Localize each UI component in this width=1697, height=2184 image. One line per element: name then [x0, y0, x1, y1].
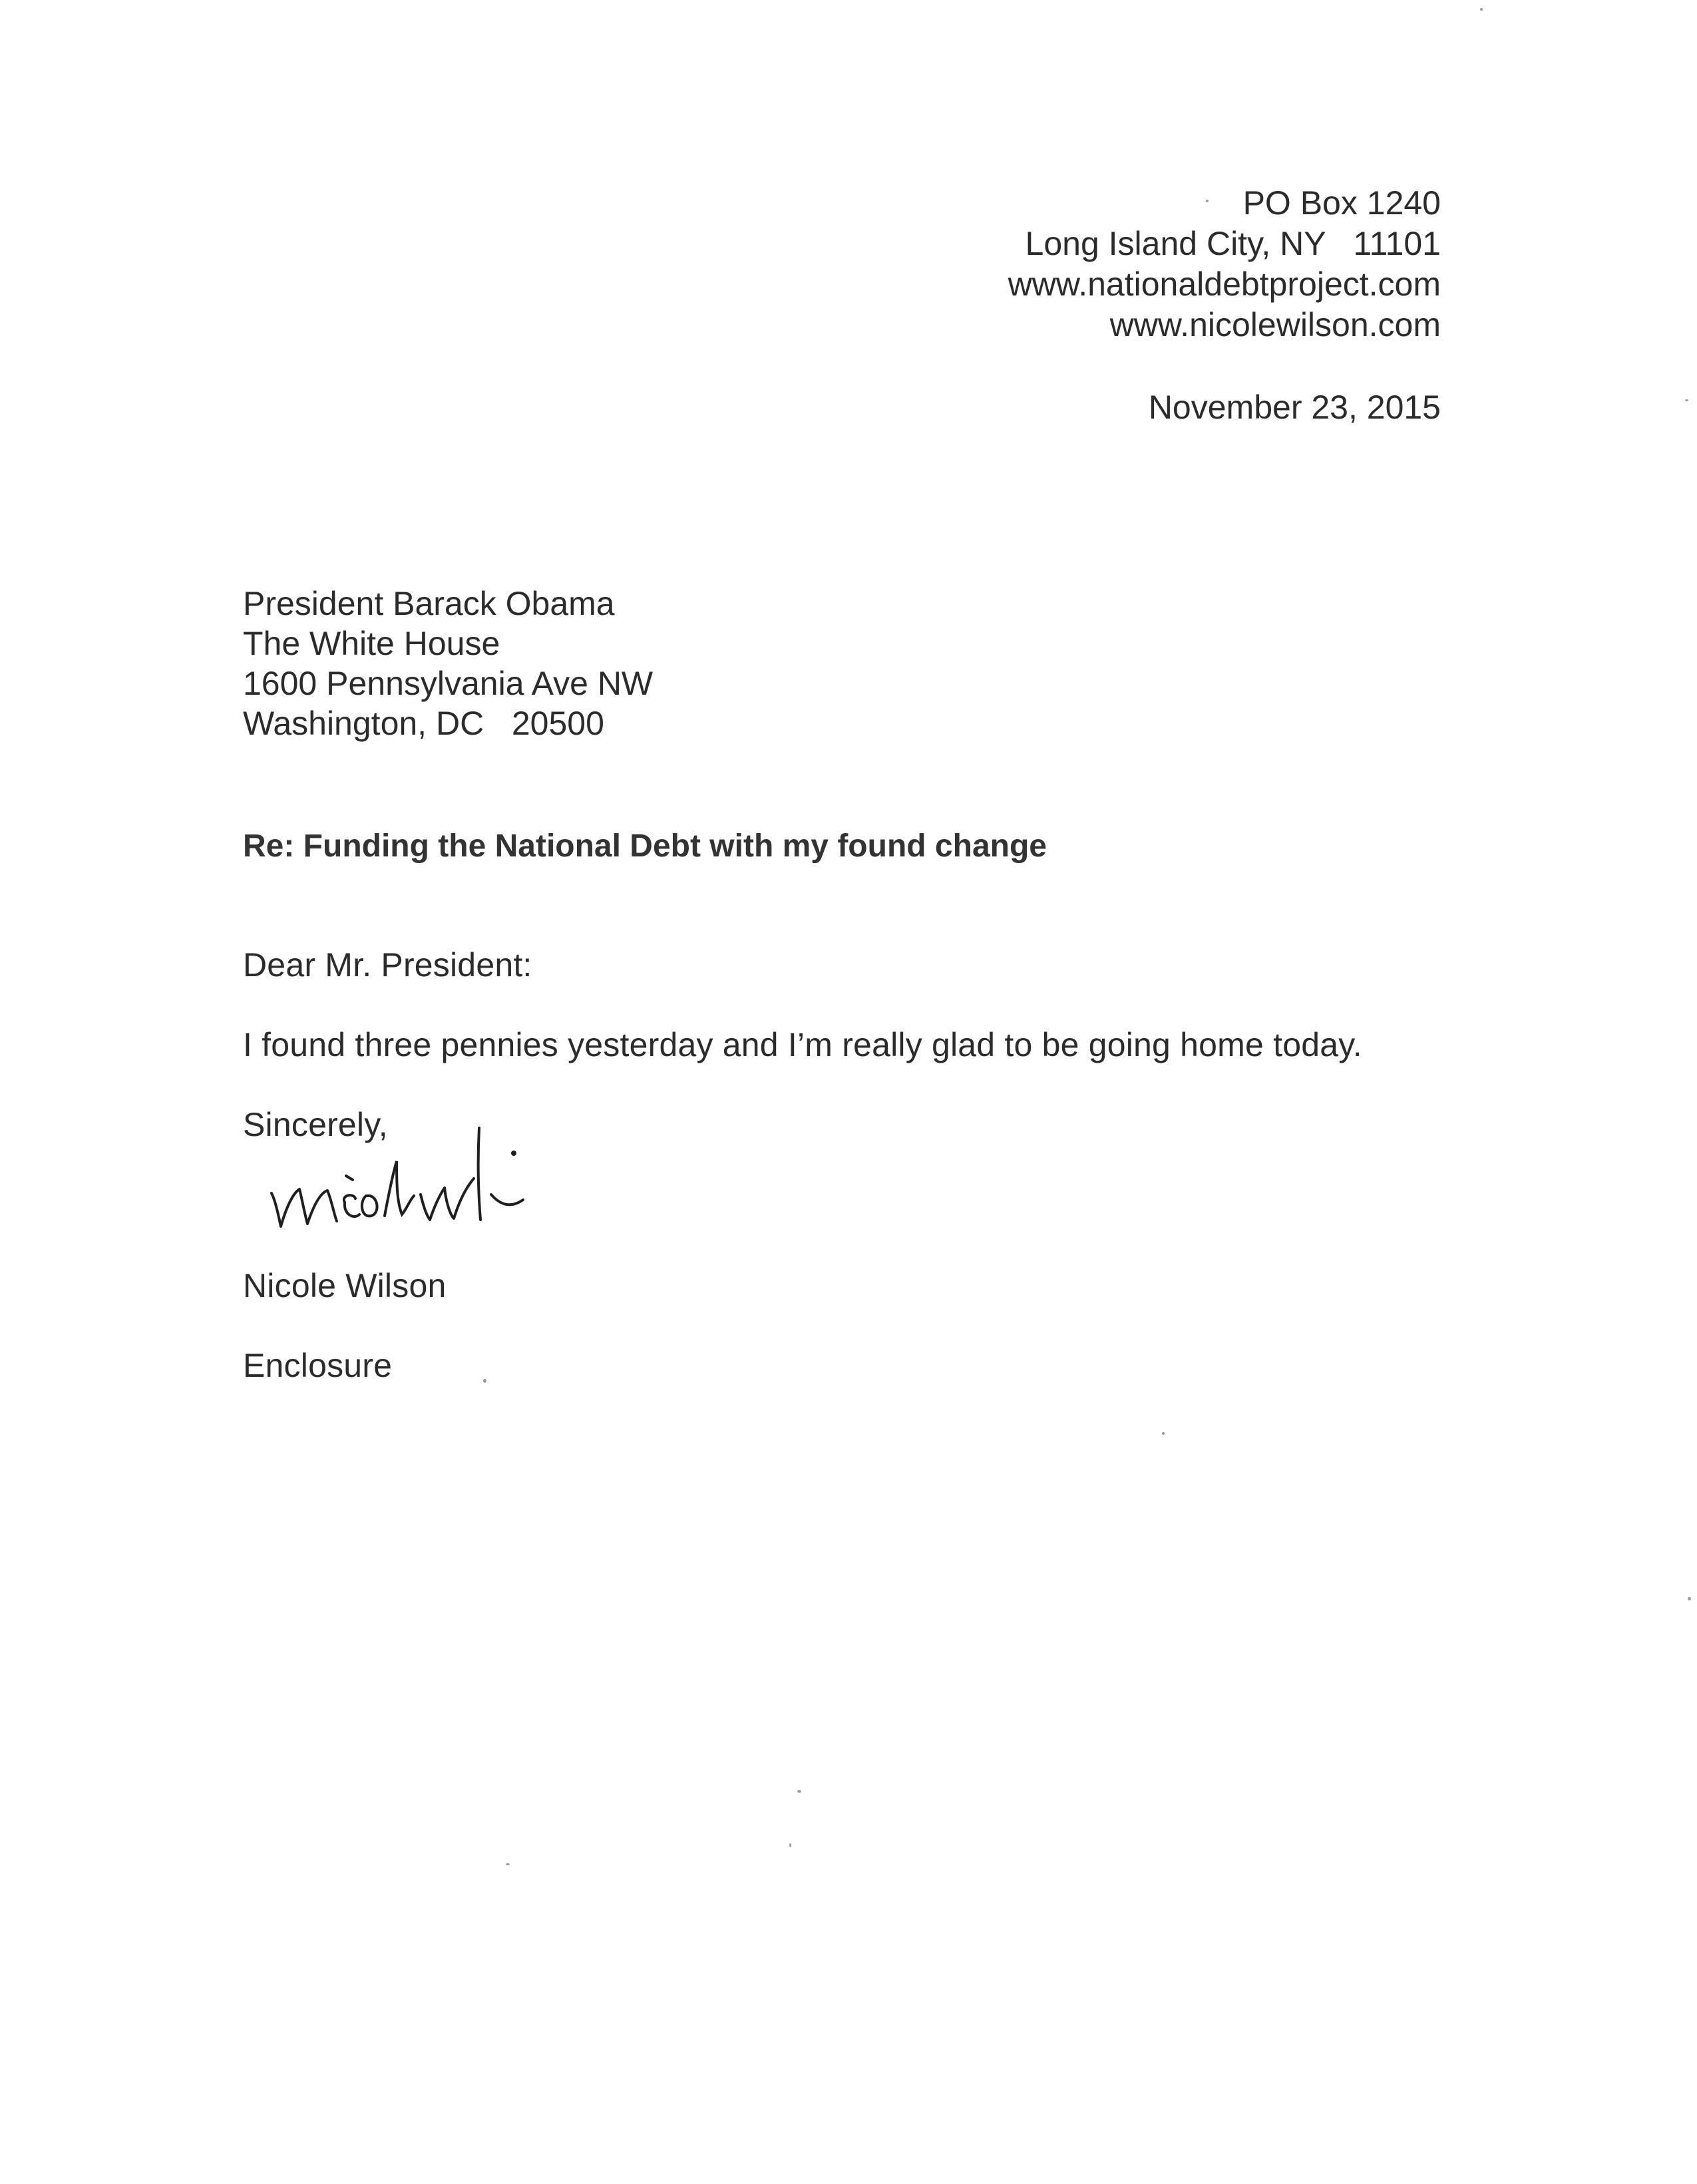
recipient-address: [243, 584, 653, 743]
recipient-line: Washington, DC 20500: [243, 705, 604, 742]
signer-name: Nicole Wilson: [243, 1267, 447, 1304]
scan-speck: [789, 1843, 791, 1847]
scan-speck: [1688, 1597, 1691, 1600]
scan-speck: [1685, 399, 1688, 401]
scan-speck: [1206, 200, 1209, 202]
scan-speck: [506, 1863, 510, 1865]
letter-date: November 23, 2015: [1148, 389, 1441, 426]
recipient-line: President Barack Obama: [243, 585, 615, 622]
return-address: [1008, 183, 1441, 345]
recipient-line: 1600 Pennsylvania Ave NW: [243, 665, 654, 702]
return-address-line: www.nicolewilson.com: [1109, 306, 1441, 343]
handwritten-signature: [266, 1115, 599, 1248]
salutation: Dear Mr. President:: [243, 946, 532, 984]
subject-line: Re: Funding the National Debt with my found change: [243, 828, 1047, 864]
scan-speck: [483, 1379, 486, 1383]
return-address-line: www.nationaldebtproject.com: [1008, 266, 1441, 303]
enclosure-note: Enclosure: [243, 1347, 393, 1384]
return-address-line: PO Box 1240: [1242, 184, 1441, 222]
scan-speck: [797, 1790, 801, 1793]
return-address-line: Long Island City, NY 11101: [1025, 225, 1441, 262]
closing: Sincerely,: [243, 1106, 388, 1143]
body-paragraph: I found three pennies yesterday and I’m really glad to be going home today.: [243, 1026, 1362, 1063]
scan-speck: [1162, 1432, 1165, 1435]
recipient-line: The White House: [243, 625, 500, 662]
scan-speck: [1480, 8, 1483, 11]
